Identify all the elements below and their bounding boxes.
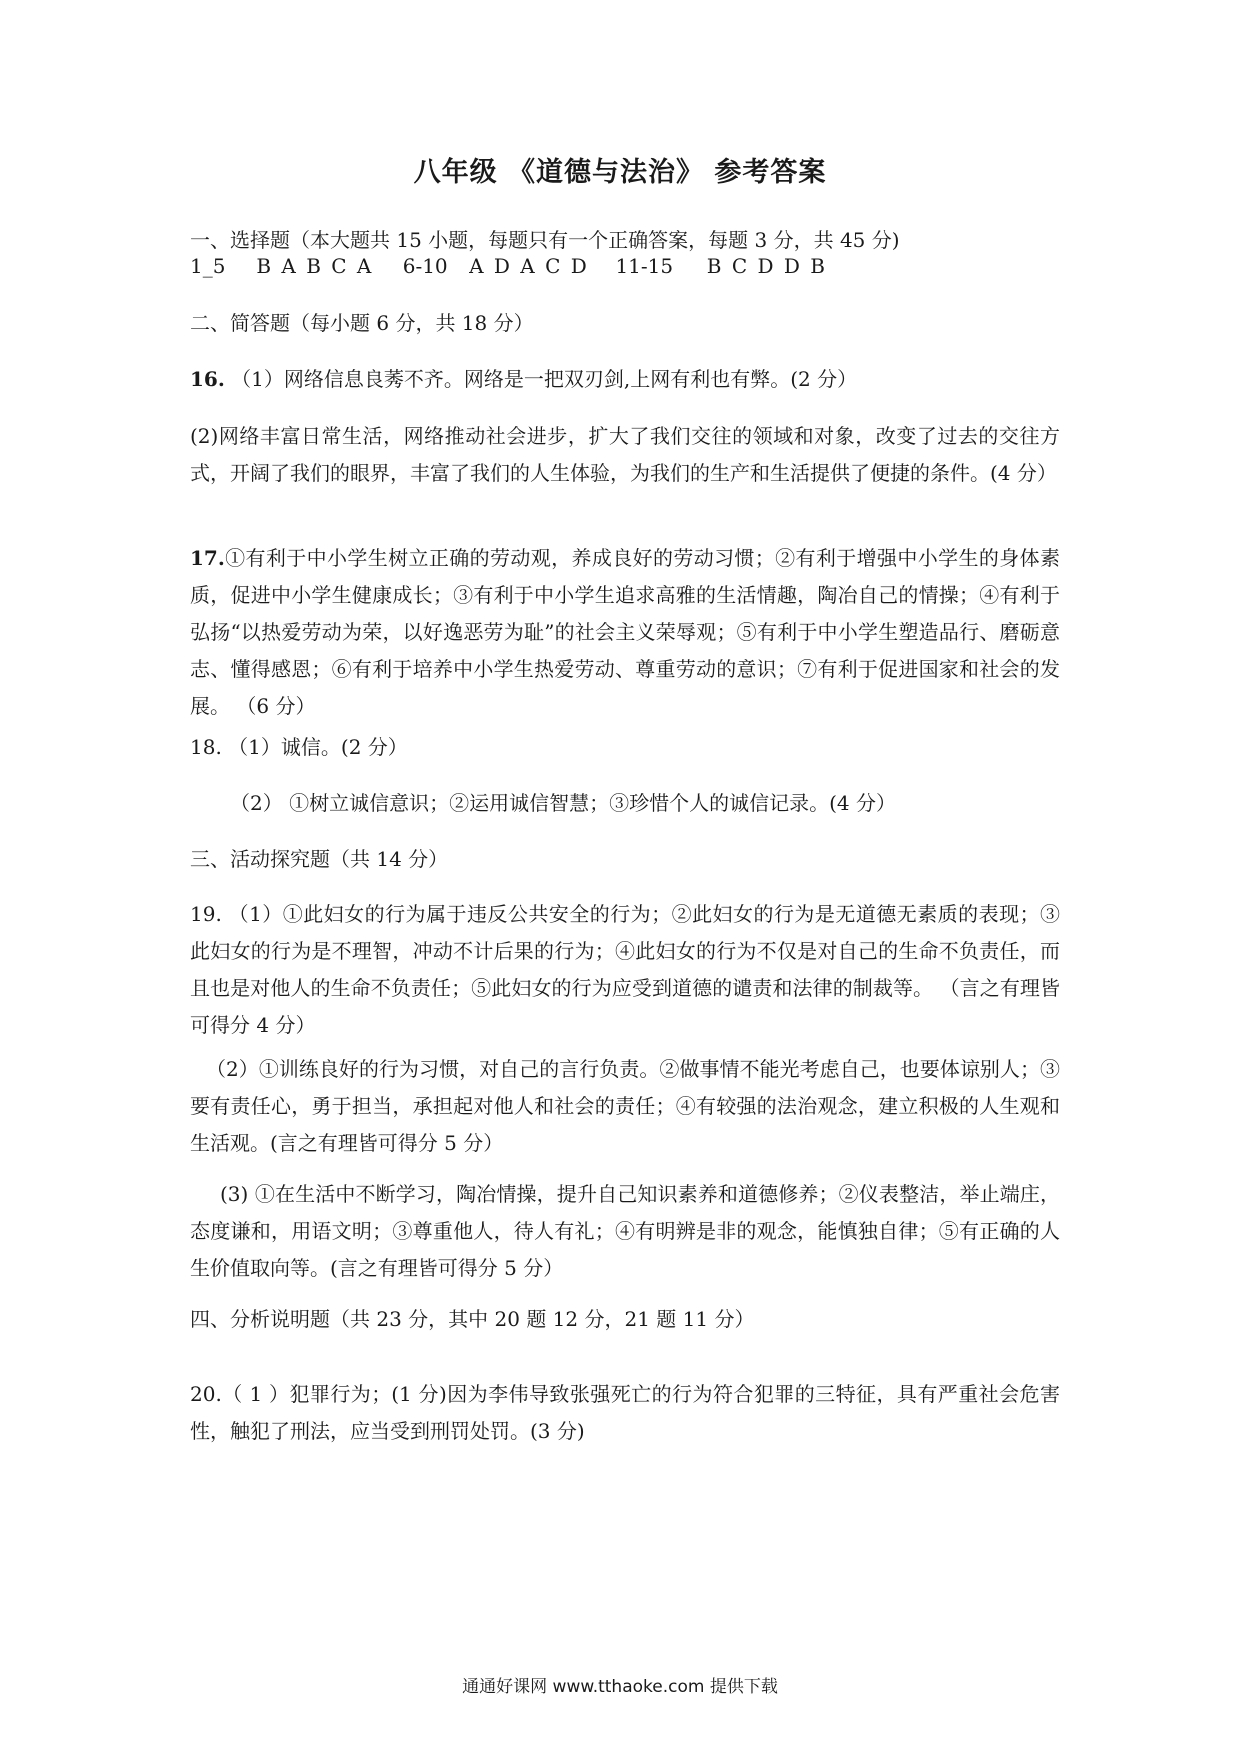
answer-letters-2: A D A C D [469,254,589,278]
q17-answer [190,540,1060,725]
q16-part2: (2)网络丰富日常生活，网络推动社会进步，扩大了我们交往的领域和对象，改变了过去的交往方式，开阔了我们的眼界，丰富了我们的人生体验，为我们的生产和生活提供了便捷的条件。(4 分） [190,424,1060,485]
answer-range-1: 1_5 [190,254,226,278]
q16-number: 16. [190,367,225,391]
q18-part2: （2） ①树立诚信意识；②运用诚信智慧；③珍惜个人的诚信记录。(4 分） [230,791,896,815]
answer-range-3: 11-15 [615,254,674,278]
section1-heading: 一、选择题（本大题共 15 小题，每题只有一个正确答案，每题 3 分，共 45 分) [190,228,900,252]
q17-number: 17. [190,546,225,570]
q16-part1 [190,360,1060,398]
section4-heading: 四、分析说明题（共 23 分，其中 20 题 12 分，21 题 11 分） [190,1307,755,1331]
section2-heading: 二、简答题（每小题 6 分，共 18 分） [190,311,534,335]
answer-letters-3: B C D D B [706,254,827,278]
q18-part1: 18. （1）诚信。(2 分） [190,735,408,759]
answer-letters-1: B A B C A [256,254,374,278]
q20-part1: 20.（ 1 ）犯罪行为；(1 分)因为李伟导致张强死亡的行为符合犯罪的三特征，具有严重社会危害性，触犯了刑法，应当受到刑罚处罚。(3 分) [190,1382,1060,1443]
q19-part3: (3) ①在生活中不断学习，陶冶情操，提升自己知识素养和道德修养；②仪表整洁，举止端庄，态度谦和，用语文明；③尊重他人，待人有礼；④有明辨是非的观念，能慎独自律；⑤有正确的人生价值取向等。(言之有理皆可得分 5 分） [190,1182,1060,1280]
q19-part2: （2）①训练良好的行为习惯，对自己的言行负责。②做事情不能光考虑自己，也要体谅别人；③要有责任心，勇于担当，承担起对他人和社会的责任；④有较强的法治观念，建立积极的人生观和生活观。(言之有理皆可得分 5 分） [190,1057,1060,1155]
q16-part1-text: （1）网络信息良莠不齐。网络是一把双刃剑,上网有利也有弊。(2 分） [231,367,858,391]
answer-range-2: 6-10 [402,254,448,278]
section3-heading: 三、活动探究题（共 14 分） [190,847,449,871]
choice-answers [190,247,1060,285]
q19-part1: 19. （1）①此妇女的行为属于违反公共安全的行为；②此妇女的行为是无道德无素质的表现；③此妇女的行为是不理智，冲动不计后果的行为；④此妇女的行为不仅是对自己的生命不负责任，而且也是对他人的生命不负责任；⑤此妇女的行为应受到道德的谴责和法律的制裁等。 （言之有理皆可得分 4 分） [190,902,1060,1037]
q17-text: ①有利于中小学生树立正确的劳动观，养成良好的劳动习惯；②有利于增强中小学生的身体素质，促进中小学生健康成长；③有利于中小学生追求高雅的生活情趣，陶冶自己的情操；④有利于弘扬“以热爱劳动为荣，以好逸恶劳为耻”的社会主义荣辱观；⑤有利于中小学生塑造品行、磨砺意志、懂得感恩；⑥有利于培养中小学生热爱劳动、尊重劳动的意识；⑦有利于促进国家和社会的发展。 （6 分） [190,546,1060,718]
page-title: 八年级 《道德与法治》 参考答案 [413,157,827,188]
footer-source: 通通好课网 www.tthaoke.com 提供下载 [462,1677,778,1697]
